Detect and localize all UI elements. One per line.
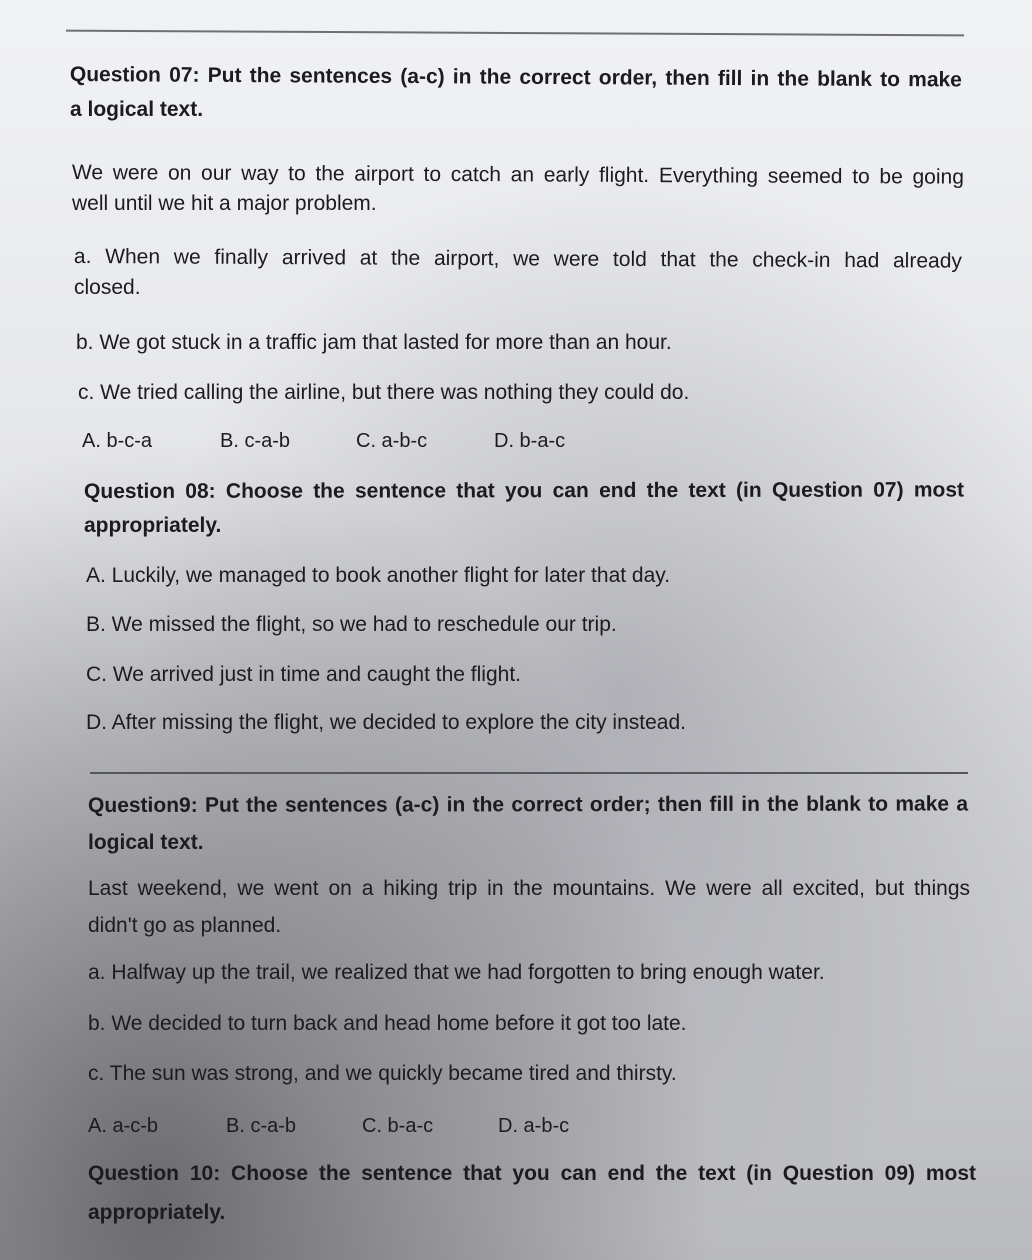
q9-title-line2: logical text.: [88, 831, 204, 854]
top-divider: [66, 30, 964, 37]
q10-title-line2: appropriately.: [88, 1201, 226, 1224]
q9-sentence-c: c. The sun was strong, and we quickly became tired and thirsty.: [88, 1062, 677, 1085]
q9-title-line1: Question9: Put the sentences (a-c) in the correct order; then fill in the blank to make a: [88, 792, 969, 817]
q7-sentence-a-line2: closed.: [74, 276, 141, 299]
q7-intro-line1: We were on our way to the airport to catch an early flight. Everything seemed to be going: [71, 160, 964, 189]
q8-title-line2: appropriately.: [84, 514, 222, 537]
q9-sentence-b: b. We decided to turn back and head home before it got too late.: [88, 1012, 687, 1035]
q8-answer-b: B. We missed the flight, so we had to reschedule our trip.: [86, 613, 617, 636]
q7-sentence-c: c. We tried calling the airline, but there was nothing they could do.: [78, 381, 690, 404]
middle-divider: [90, 772, 968, 774]
q9-sentence-a: a. Halfway up the trail, we realized that we had forgotten to bring enough water.: [88, 961, 825, 984]
q9-intro-line2: didn't go as planned.: [88, 914, 282, 937]
q8-answer-d: D. After missing the flight, we decided to explore the city instead.: [86, 711, 686, 734]
q7-intro-line2: well until we hit a major problem.: [72, 192, 377, 215]
q7-title-line2: a logical text.: [70, 98, 204, 121]
q7-sentence-a-line1: a. When we finally arrived at the airport, we were told that the check-in had already: [73, 244, 962, 273]
q7-option-d: D. b-a-c: [494, 430, 566, 452]
q7-option-c: C. a-b-c: [356, 430, 428, 452]
q7-option-a: A. b-c-a: [82, 430, 153, 452]
q7-option-b: B. c-a-b: [220, 430, 291, 452]
q7-sentence-b: b. We got stuck in a traffic jam that lasted for more than an hour.: [76, 331, 672, 354]
q7-title-line1: Question 07: Put the sentences (a-c) in the correct order, then fill in the blank to make: [69, 62, 962, 92]
q8-answer-c: C. We arrived just in time and caught the flight.: [86, 663, 521, 686]
q10-title-line1: Question 10: Choose the sentence that you can end the text (in Question 09) most: [88, 1162, 976, 1185]
q9-intro-line1: Last weekend, we went on a hiking trip in the mountains. We were all excited, but things: [88, 877, 970, 900]
q9-option-b: B. c-a-b: [226, 1115, 297, 1137]
q8-answer-a: A. Luckily, we managed to book another flight for later that day.: [86, 564, 671, 587]
q8-title-line1: Question 08: Choose the sentence that you can end the text (in Question 07) most: [84, 478, 965, 503]
q9-option-c: C. b-a-c: [362, 1115, 434, 1137]
q9-option-a: A. a-c-b: [88, 1115, 159, 1137]
q9-option-d: D. a-b-c: [498, 1115, 570, 1137]
